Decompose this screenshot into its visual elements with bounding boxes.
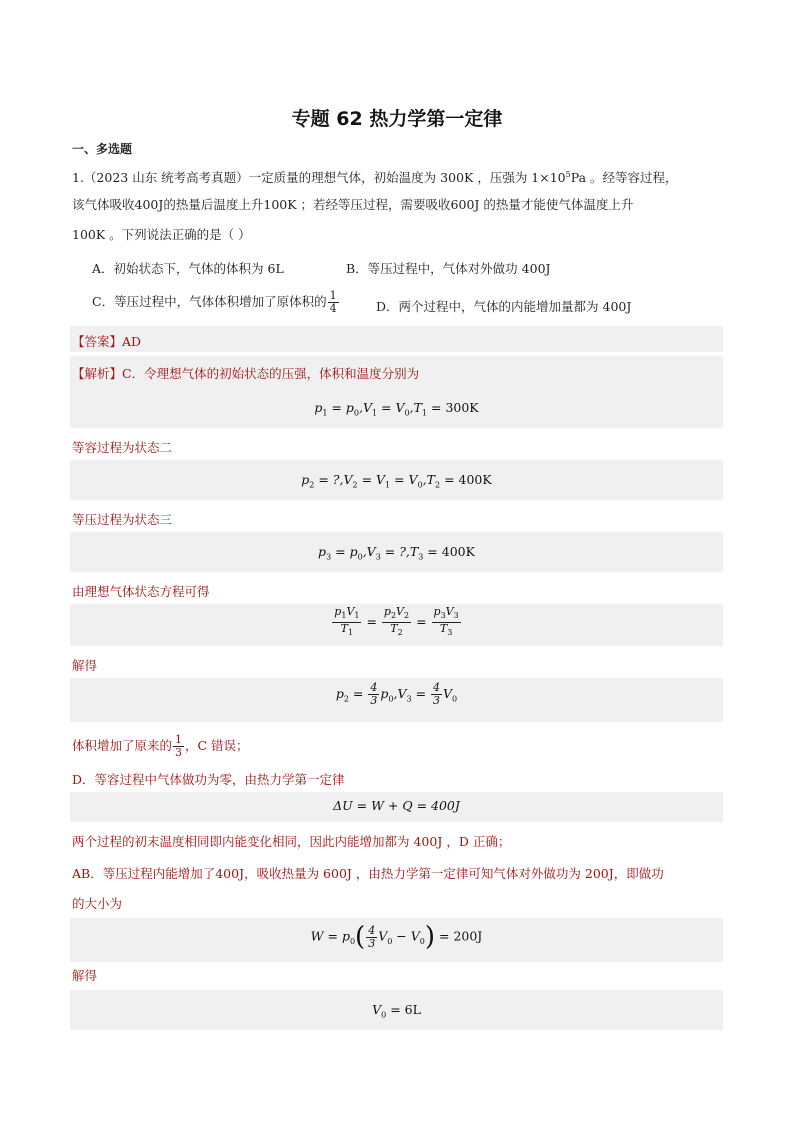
formula-state-3: $p_3 = p_0,V_3$ = $?,T_3 = 400K$ [318, 544, 475, 562]
answer-value: AD [122, 334, 142, 349]
question-line-2: 该气体吸收400J的热量后温度上升100K ；若经等压过程，需要吸收600J 的热量才能使气体温度上升 [72, 197, 634, 212]
option-d: D．两个过程中，气体的内能增加量都为 400J [376, 299, 632, 314]
analysis-intro [72, 364, 419, 382]
question-line-3: 100K 。下列说法正确的是（ ） [72, 227, 251, 242]
option-b: B．等压过程中，气体对外做功 400J [346, 261, 551, 276]
conclusion-c: 体积增加了原来的 $\frac{1}{3}$ ，C 错误； [72, 733, 249, 759]
formula-state-1: $p_1 = p_0,V_1 = V_0,T_1 = 300K$ [314, 400, 479, 418]
d-conclusion: 两个过程的初末温度相同即内能变化相同，因此内能增加都为 400J ，D 正确； [72, 834, 511, 849]
option-a: A．初始状态下，气体的体积为 6L [92, 261, 284, 276]
state-3-label: 等压过程为状态三 [72, 512, 173, 527]
ab-line-1: AB．等压过程内能增加了400J，吸收热量为 600J ，由热力学第一定律可知气体对外做功为 200J，即做功 [72, 866, 664, 881]
fraction-one-third: $\frac{1}{3}$ [175, 733, 183, 759]
fraction-one-quarter [328, 290, 339, 315]
formula-result-2: $V_0 = 6L$ [372, 1002, 421, 1020]
answer-label: 【答案】 [72, 334, 123, 349]
formula-work: $W = p_0$( $\frac{4}{3}$ $V_0 - V_0) = 200J$ [310, 922, 483, 952]
option-c [92, 290, 340, 315]
answer-line [72, 332, 141, 350]
exponent: 5 [565, 170, 571, 179]
state-2-label: 等容过程为状态二 [72, 440, 173, 455]
solve-label-1: 解得 [72, 658, 98, 673]
formula-ideal-gas: $\frac{p_1V_1}{T_1}$ = $\frac{p_2V_2}{T_2}$ = $\frac{p_3V_3}{T_3}$ [334, 605, 459, 638]
answer-background [70, 326, 723, 352]
option-c-text: C．等压过程中，气体体积增加了原体积的 [92, 294, 327, 309]
formula-state-2: $p_2$ = $?,V_2 = V_1 = V_0,T_2 = 400K$ [301, 472, 492, 490]
question-text: 1.（2023 山东 统考高考真题）一定质量的理想气体，初始温度为 300K ，压强为 1×10 [72, 170, 566, 186]
formula-result-1: $p_2$ = $\frac{4}{3}$ $p_0,V_3$ = $\frac{4}{3}$ $V_0$ [335, 681, 458, 707]
ab-line-2: 的大小为 [72, 896, 123, 911]
denominator: 4 [329, 302, 337, 315]
solve-label-2: 解得 [72, 968, 98, 983]
analysis-label: 【解析】 [72, 366, 123, 381]
question-line-1 [72, 166, 678, 187]
formula-first-law: ΔU = W + Q = 400J [333, 798, 460, 813]
section-heading: 一、多选题 [72, 142, 133, 156]
analysis-intro-text: C．令理想气体的初始状态的压强，体积和温度分别为 [122, 366, 420, 381]
page-title: 专题 62 热力学第一定律 [291, 108, 503, 130]
d-intro: D．等容过程中气体做功为零，由热力学第一定律 [72, 772, 345, 787]
equation-intro: 由理想气体状态方程可得 [72, 584, 210, 599]
numerator: 1 [329, 289, 337, 302]
question-text: Pa 。经等容过程， [570, 170, 678, 186]
